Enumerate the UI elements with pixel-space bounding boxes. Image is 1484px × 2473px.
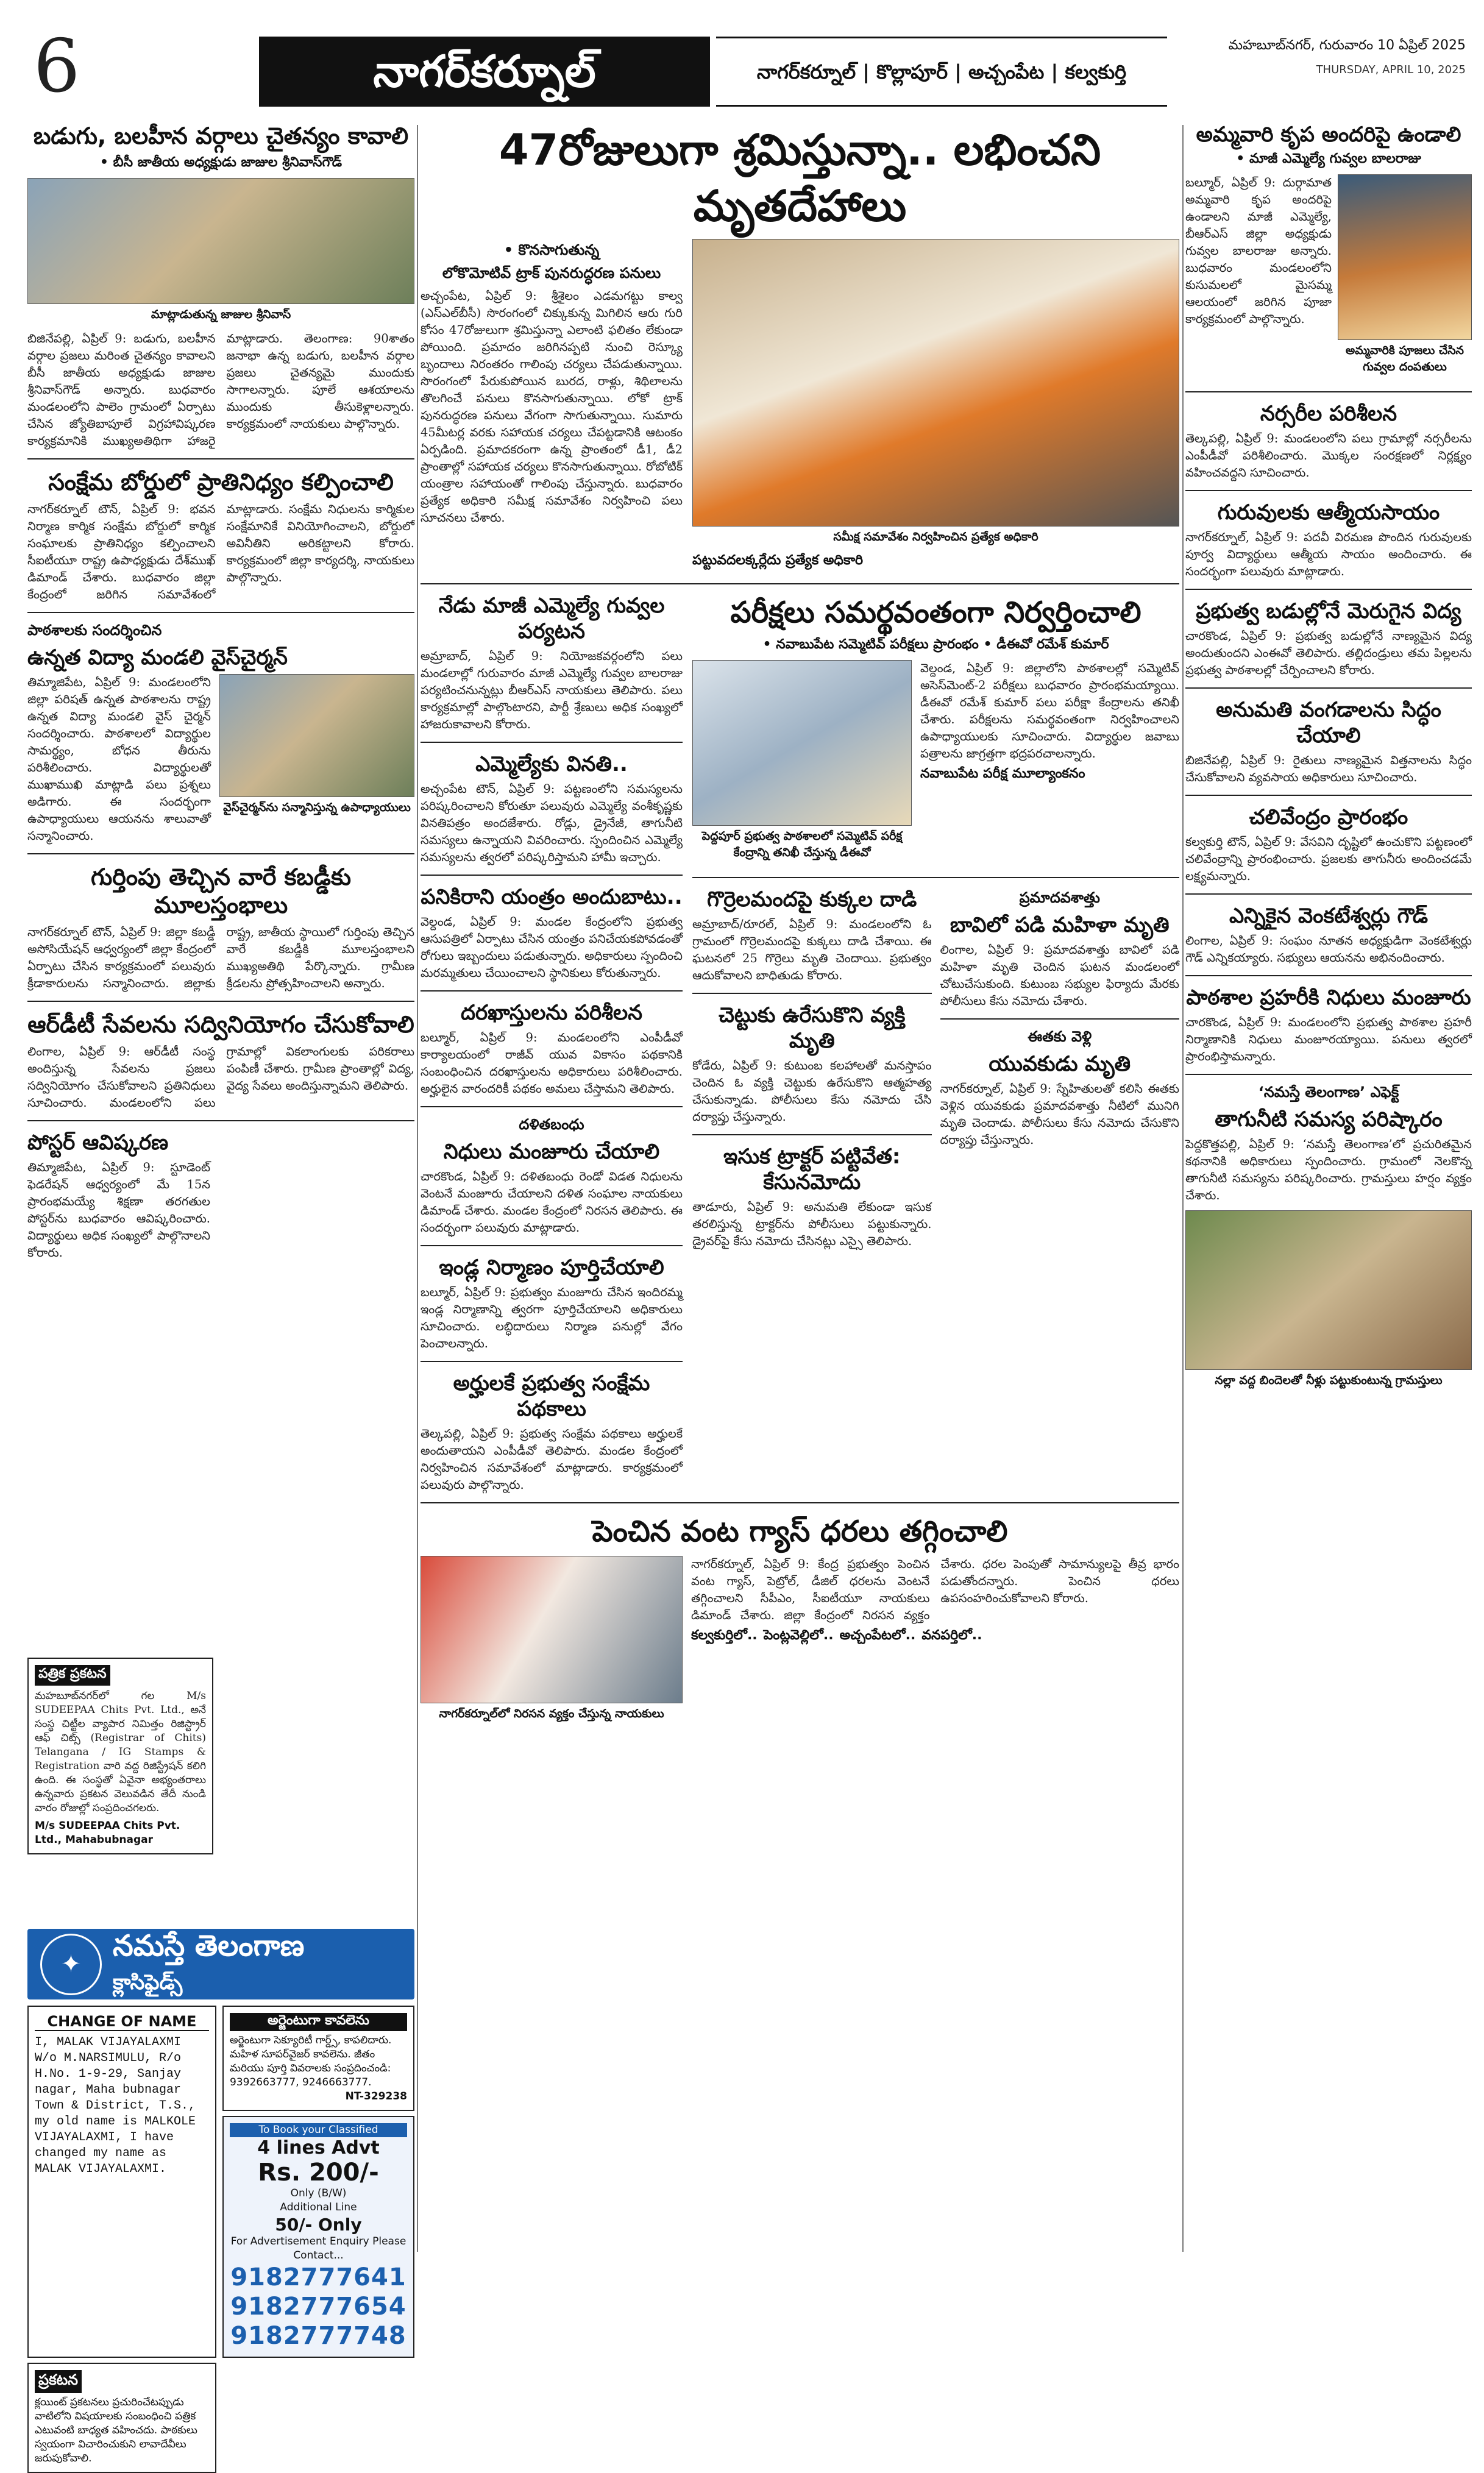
- wanted-body: అర్జెంటుగా సెక్యూరిటీ గార్డ్స్, కాపలిదారు. మహిళ సూపర్‌వైజర్ కావలెను. జీతం మరియు పూర్తి వివరాలకు సంప్రదించండి: 9392663777, 9246663777.: [230, 2034, 392, 2088]
- divider: [692, 993, 932, 994]
- divider: [1185, 893, 1472, 895]
- article-compound-wall: [1185, 985, 1472, 1065]
- divider: [421, 990, 683, 992]
- divider: [27, 1120, 414, 1121]
- article-body: నాగర్‌కర్నూల్ టౌన్, ఏప్రిల్ 9: జిల్లా కబడ్డీ అసోసియేషన్ ఆధ్వర్యంలో జిల్లా కేంద్రంలో ఏర్పాటు చేసిన కార్యక్రమంలో పలువురు క్రీడాకారులను సన్మానించారు. జిల్లాకు రాష్ట్ర, జాతీయ స్థాయిలో గుర్తింపు తెచ్చిన వారే కబడ్డీకి మూలస్తంభాలని ముఖ్యఅతిథి పేర్కొన్నారు. గ్రామీణ క్రీడలను ప్రోత్సహించాలని అన్నారు.: [27, 925, 414, 990]
- article-mla-petition: [421, 751, 683, 866]
- article-kabaddi: [27, 863, 414, 992]
- disclaimer-title: ప్రకటన: [35, 2370, 82, 2393]
- photo-caption: అమ్మవారికి పూజలు చేసిన గువ్వల దంపతులు: [1345, 344, 1464, 374]
- change-of-name-ad: [27, 2006, 216, 2358]
- article-nursery: [1185, 401, 1472, 481]
- article-exams: [692, 593, 1179, 868]
- article-govt-schools: [1185, 598, 1472, 679]
- headline: గురువులకు ఆత్మీయసాయం: [1217, 500, 1440, 525]
- article-body: అచ్చంపేట టౌన్, ఏప్రిల్ 9: పట్టణంలోని సమస్యలను పరిష్కరించాలని కోరుతూ పలువురు ఎమ్మెల్యే వంశీకృష్ణకు వినతిపత్రం అందజేశారు. రోడ్లు, డ్రైనేజీ, తాగునీటి సమస్యలు ఉన్నాయని వివరించారు. స్పందించిన ఎమ్మెల్యే సమస్యలను త్వరలో పరిష్కరిస్తామని హామీ ఇచ్చారు.: [421, 782, 683, 864]
- article-body: వెల్దండ, ఏప్రిల్ 9: జిల్లాలోని పాఠశాలల్లో సమ్మెటివ్ అసెస్‌మెంట్-2 పరీక్షలు బుధవారం ప్రారంభమయ్యాయి. డీఈవో రమేశ్ కుమార్ పలు పరీక్షా కేంద్రాలను తనిఖీ చేశారు. పరీక్షలను సమర్థవంతంగా నిర్వహించాలని ఉపాధ్యాయులకు సూచించారు. విద్యార్థుల జవాబు పత్రాలను జాగ్రత్తగా భద్రపరచాలన్నారు.: [920, 661, 1179, 761]
- article-temple-puja: [1185, 122, 1472, 383]
- article-body: చారకొండ, ఏప్రిల్ 9: మండలంలోని ప్రభుత్వ పాఠశాల ప్రహరీ నిర్మాణానికి నిధులు మంజూరయ్యాయి. పనులు త్వరలో ప్రారంభిస్తామన్నారు.: [1185, 1015, 1472, 1063]
- article-houses: [421, 1255, 683, 1352]
- article-body: లింగాల, ఏప్రిల్ 9: ఆర్‌డీటీ సంస్థ అందిస్తున్న సేవలను ప్రజలు సద్వినియోగం చేసుకోవాలని ప్రతినిధులు సూచించారు. మండలంలోని పలు గ్రామాల్లో వికలాంగులకు పరికరాలు పంపిణీ చేశారు. గ్రామీణ ప్రాంతాల్లో విద్య, వైద్య సేవలు అందిస్తున్నామని తెలిపారు.: [27, 1045, 414, 1110]
- photo-caption: నల్లా వద్ద బిందెలతో నీళ్లు పట్టుకుంటున్న గ్రామస్తులు: [1215, 1374, 1443, 1387]
- change-body: I, MALAK VIJAYALAXMI W/o M.NARSIMULU, R/o H.No. 1-9-29, Sanjay nagar, Maha bubnagar Town & District, T.S., my old name is MALKOLE VIJAYALAXMI, I have changed my name as MALAK VIJAYALAXMI.: [35, 2035, 196, 2176]
- booking-ad: [222, 2116, 414, 2358]
- headline: ఎన్నికైన వెంకటేశ్వర్లు గౌడ్: [1229, 904, 1429, 928]
- subhead: పెంట్లవెల్లిలో..: [763, 1628, 834, 1643]
- photo-caption: నాగర్‌కర్నూల్‌లో నిరసన వ్యక్తం చేస్తున్న నాయకులు: [439, 1707, 664, 1720]
- article-body: చారకొండ, ఏప్రిల్ 9: ప్రభుత్వ బడుల్లోనే నాణ్యమైన విద్య అందుతుందని ఎంఈవో తెలిపారు. తల్లిదండ్రులు తమ పిల్లలను ప్రభుత్వ పాఠశాలల్లో చేర్పించాలని కోరారు.: [1185, 629, 1472, 677]
- kicker: దళితబంధు: [519, 1116, 584, 1133]
- photo-caption: మాట్లాడుతున్న జాజుల శ్రీనివాస్: [151, 308, 291, 321]
- headline: చెట్టుకు ఉరేసుకొని వ్యక్తి మృతి: [719, 1003, 906, 1053]
- column-rule: [1182, 125, 1184, 2252]
- headline: సంక్షేమ బోర్డులో ప్రాతినిధ్యం కల్పించాలి: [48, 469, 394, 495]
- article-swimming: [940, 1028, 1180, 1149]
- headline: అనుమతి వంగడాలను సిద్ధం చేయాలి: [1216, 698, 1441, 748]
- divider: [421, 875, 683, 876]
- headline: అర్హులకే ప్రభుత్వ సంక్షేమ పథకాలు: [453, 1371, 650, 1421]
- left-column: [27, 122, 414, 2464]
- article-body: తెల్కపల్లి, ఏప్రిల్ 9: మండలంలోని పలు గ్రామాల్లో నర్సరీలను ఎంపీడీవో పరిశీలించారు. మొక్కల సంరక్షణలో నిర్లక్ష్యం వహించవద్దని సూచించారు.: [1185, 431, 1472, 480]
- headline: అమ్మవారి కృప అందరిపై ఉండాలి: [1196, 122, 1461, 147]
- change-title: CHANGE OF NAME: [35, 2013, 209, 2031]
- subhead: అచ్చంపేటలో..: [839, 1628, 916, 1643]
- date-english: THURSDAY, APRIL 10, 2025: [1316, 63, 1466, 76]
- lead-headline: 47రోజులుగా శ్రమిస్తున్నా.. లభించని మృతదేహాలు: [499, 125, 1101, 231]
- headline: నిధులు మంజూరు చేయాలి: [443, 1140, 660, 1164]
- headline: ప్రభుత్వ బడుల్లోనే మెరుగైన విద్య: [1196, 599, 1461, 623]
- subhead: కల్వకుర్తిలో..: [691, 1628, 758, 1643]
- headline: ఇసుక ట్రాక్టర్ పట్టివేత: కేసునమోదు: [723, 1144, 901, 1194]
- headline: బడుగు, బలహీన వర్గాలు చైతన్యం కావాలి: [33, 122, 409, 149]
- article-body: లింగాల, ఏప్రిల్ 9: ప్రమాదవశాత్తు బావిలో పడి మహిళా మృతి చెందిన ఘటన మండలంలో చోటుచేసుకుంది. కుటుంబ సభ్యుల ఫిర్యాదు మేరకు పోలీసులు కేసు నమోదు చేశారు.: [940, 943, 1179, 1008]
- wanted-ad: [222, 2006, 414, 2111]
- article-water-solved: [1185, 1084, 1472, 1390]
- divider: [27, 853, 414, 854]
- divider: [421, 1502, 1179, 1503]
- notice-body: మహబూబ్‌నగర్‌లో గల M/s SUDEEPAA Chits Pvt. Ltd., అనే సంస్థ చిట్టీల వ్యాపార నిమిత్తం రిజిస్ట్రార్ ఆఫ్ చిట్స్ (Registrar of Chits) Telangana / IG Stamps & Registration వారి వద్ద రిజిస్ట్రేషన్ కలిగి ఉంది. ఈ సంస్థతో ఏవైనా అభ్యంతరాలు ఉన్నవారు ప్రకటన వెలువడిన తేదీ నుండి వారం రోజుల్లో సంప్రదించగలరు.: [35, 1690, 206, 1814]
- article-body: తెల్కపల్లి, ఏప్రిల్ 9: ప్రభుత్వ సంక్షేమ పథకాలు అర్హులకే అందుతాయని ఎంపీడీవో తెలిపారు. మండల కేంద్రంలో నిర్వహించిన సమావేశంలో మాట్లాడారు. కార్యక్రమంలో పలువురు పాల్గొన్నారు.: [421, 1427, 683, 1492]
- divider: [1185, 975, 1472, 976]
- article-well-accident: [940, 889, 1180, 1010]
- divider: [1185, 795, 1472, 796]
- headline: ఉన్నత విద్యా మండలి వైస్‌చైర్మన్: [27, 645, 288, 670]
- headline: పెంచిన వంట గ్యాస్ ధరలు తగ్గించాలి: [592, 1514, 1008, 1549]
- news-photo: [219, 674, 414, 797]
- headline: ఇండ్ల నిర్మాణం పూర్తిచేయాలి: [439, 1255, 664, 1280]
- article-bc-awareness: [27, 122, 414, 450]
- disclaimer-ad: [27, 2363, 216, 2473]
- notice-signature: M/s SUDEEPAA Chits Pvt. Ltd., Mahabubnagar: [35, 1820, 180, 1846]
- paper-logo-icon: ✦: [40, 1934, 102, 1995]
- booking-line1: To Book your Classified: [230, 2123, 407, 2137]
- column-rule: [417, 125, 418, 2252]
- article-body: నాగర్‌కర్నూల్, ఏప్రిల్ 9: కేంద్ర ప్రభుత్వం పెంచిన వంట గ్యాస్, పెట్రోల్, డీజిల్ ధరలను వెంటనే తగ్గించాలని సీపీఎం, సీఐటీయూ నాయకులు డిమాండ్ చేశారు. జిల్లా కేంద్రంలో నిరసన వ్యక్తం చేశారు. ధరల పెంపుతో సామాన్యులపై తీవ్ర భారం పడుతోందన్నారు. పెంచిన ధరలు ఉపసంహరించుకోవాలని కోరారు.: [691, 1557, 1179, 1622]
- kicker: ‘నమస్తే తెలంగాణ’ ఎఫెక్ట్: [1258, 1084, 1399, 1101]
- subhead: నవాబుపేట పరీక్ష మూల్యాంకనం: [920, 766, 1085, 781]
- article-election: [1185, 903, 1472, 967]
- kicker: పాఠశాలకు సందర్శించిన: [27, 622, 162, 639]
- article-body: బిజినేపల్లి, ఏప్రిల్ 9: రైతులు నాణ్యమైన విత్తనాలను సిద్ధం చేసుకోవాలని వ్యవసాయ అధికారులు సూచించారు.: [1185, 753, 1472, 784]
- divider: [692, 1134, 932, 1135]
- article-body: చారకొండ, ఏప్రిల్ 9: దళితబంధు రెండో విడత నిధులను వెంటనే మంజూరు చేయాలని దళిత సంఘాల నాయకులు డిమాండ్ చేశారు. మండల కేంద్రంలో నిరసన తెలిపారు. ఈ సందర్భంగా పలువురు మాట్లాడారు.: [421, 1169, 683, 1235]
- photo-caption: పెద్దపూర్ ప్రభుత్వ పాఠశాలలో సమ్మెటివ్ పరీక్ష కేంద్రాన్ని తనిఖీ చేస్తున్న డీఈవో: [701, 829, 903, 859]
- photo-caption: వైస్‌చైర్మన్‌ను సన్మానిస్తున్న ఉపాధ్యాయులు: [223, 801, 411, 814]
- article-body: లింగాల, ఏప్రిల్ 9: సంఘం నూతన అధ్యక్షుడిగా వెంకటేశ్వర్లు గౌడ్ ఎన్నికయ్యారు. సభ్యులు ఆయనను అభినందించారు.: [1185, 934, 1472, 965]
- divider: [421, 1106, 683, 1107]
- kicker: లోకొమోటివ్ ట్రాక్ పునరుద్ధరణ పనులు: [442, 264, 661, 282]
- divider: [421, 1361, 683, 1362]
- booking-price: Rs. 200/-: [258, 2159, 379, 2187]
- headline: నర్సరీల పరిశీలన: [1260, 402, 1397, 426]
- disclaimer-body: క్లయింట్ ప్రకటనలు ప్రచురించేటప్పుడు వాటిలోని విషయాలకు సంబంధించి పత్రిక ఎటువంటి బాధ్యత వహించదు. పాఠకులు స్వయంగా విచారించుకుని లావాదేవీలు జరుపుకోవాలి.: [35, 2396, 197, 2464]
- article-body: నాగర్‌కర్నూల్, ఏప్రిల్ 9: పదవీ విరమణ పొందిన గురువులకు పూర్వ విద్యార్థులు ఆత్మీయ సాయం అందించారు. ఈ సందర్భంగా పలువురు మాట్లాడారు.: [1185, 530, 1472, 578]
- notice-title: పత్రిక ప్రకటన: [35, 1665, 110, 1686]
- news-photo: [1338, 174, 1472, 340]
- article-machine: [421, 884, 683, 982]
- headline: ఆర్‌డీటీ సేవలను సద్వినియోగం చేసుకోవాలి: [27, 1011, 414, 1038]
- kicker: • కొనసాగుతున్న: [503, 241, 600, 258]
- divider: [692, 877, 1179, 878]
- article-seeds: [1185, 697, 1472, 786]
- divider: [27, 458, 414, 459]
- section-title: నాగర్‌కర్నూల్: [259, 37, 710, 107]
- headline: ఎమ్మెల్యేకు వినతి..: [475, 752, 628, 776]
- article-applications: [421, 1000, 683, 1098]
- wanted-title: అర్జెంటుగా కావలెను: [230, 2013, 407, 2031]
- divider: [421, 742, 683, 743]
- article-body: కల్వకుర్తి టౌన్, ఏప్రిల్ 9: వేసవిని దృష్టిలో ఉంచుకొని పట్టణంలో చలివేంద్రాన్ని ప్రారంభించారు. ప్రజలకు తాగునీరు అందించడమే లక్ష్యమన్నారు.: [1185, 835, 1472, 883]
- article-body: బిజినేపల్లి, ఏప్రిల్ 9: బడుగు, బలహీన వర్గాల ప్రజలు మరింత చైతన్యం కావాలని బీసీ జాతీయ అధ్యక్షుడు జాజుల శ్రీనివాస్‌గౌడ్ అన్నారు. బుధవారం మండలంలోని పాలెం గ్రామంలో ఏర్పాటు చేసిన జ్యోతిబాపూలే విగ్రహావిష్కరణ కార్యక్రమానికి ముఖ్యఅతిథిగా హాజరై మాట్లాడారు. తెలంగాణ: 90శాతం జనాభా ఉన్న బడుగు, బలహీన వర్గాల ప్రజలు చైతన్యమై ముందుకు సాగాలన్నారు. పూలే ఆశయాలను ముందుకు తీసుకెళ్లాలన్నారు. కార్యక్రమంలో నాయకులు పాల్గొన్నారు.: [27, 332, 414, 448]
- booking-additional-price: 50/- Only: [275, 2215, 362, 2235]
- divider: [1185, 589, 1472, 590]
- photo-caption: సమీక్ష సమావేశం నిర్వహించిన ప్రత్యేక అధికారి: [833, 530, 1038, 544]
- article-body: కోడేరు, ఏప్రిల్ 9: కుటుంబ కలహాలతో మనస్తాపం చెందిన ఓ వ్యక్తి చెట్టుకు ఉరేసుకొని ఆత్మహత్య చేసుకున్నాడు. పోలీసులు కేసు నమోదు చేసి దర్యాప్తు చేస్తున్నారు.: [692, 1059, 932, 1124]
- article-body: పెద్దకొత్తపల్లి, ఏప్రిల్ 9: ‘నమస్తే తెలంగాణ’లో ప్రచురితమైన కథనానికి అధికారులు స్పందించారు. గ్రామంలో నెలకొన్న తాగునీటి సమస్యను పరిష్కరించారు. గ్రామస్తులు హర్షం వ్యక్తం చేశారు.: [1185, 1137, 1472, 1202]
- masthead: [0, 0, 1484, 107]
- wanted-code: NT-329238: [345, 2090, 407, 2102]
- article-body: నాగర్‌కర్నూల్, ఏప్రిల్ 9: స్నేహితులతో కలిసి ఈతకు వెళ్లిన యువకుడు ప్రమాదవశాత్తు నీటిలో మునిగి మృతి చెందాడు. పోలీసులు కేసు నమోదు చేసుకొని దర్యాప్తు చేస్తున్నారు.: [940, 1082, 1179, 1147]
- headline: దరఖాస్తులను పరిశీలన: [461, 1001, 642, 1025]
- article-water-booth: [1185, 804, 1472, 885]
- article-body: వెల్దండ, ఏప్రిల్ 9: మండల కేంద్రంలోని ప్రభుత్వ ఆసుపత్రిలో ఏర్పాటు చేసిన యంత్రం పనిచేయకపోవడంతో రోగులు ఇబ్బందులు పడుతున్నారు. అధికారులు స్పందించి మరమ్మతులు చేయించాలని స్థానికులు కోరుతున్నారు.: [421, 915, 683, 980]
- booking-phone: 9182777748: [230, 2322, 407, 2350]
- headline: పాఠశాల ప్రహరీకి నిధులు మంజూరు: [1186, 985, 1471, 1010]
- classifieds-brand: నమస్తే తెలంగాణ: [113, 1929, 305, 1963]
- article-dalitbandhu: [421, 1116, 683, 1236]
- article-suicide: [692, 1002, 932, 1126]
- byline: • నవాబుపేట సమ్మెటివ్ పరీక్షలు ప్రారంభం • డీఈవో రమేశ్ కుమార్: [762, 637, 1109, 652]
- article-body: తాడూరు, ఏప్రిల్ 9: అనుమతి లేకుండా ఇసుక తరలిస్తున్న ట్రాక్టర్‌ను పోలీసులు పట్టుకున్నారు. డ్రైవర్‌పై కేసు నమోదు చేసినట్లు ఎస్సై తెలిపారు.: [692, 1200, 932, 1248]
- divider: [940, 1018, 1180, 1020]
- dateline: [1229, 38, 1466, 76]
- divider: [421, 583, 1179, 584]
- classifieds-block: [27, 1929, 414, 2473]
- headline: గుర్తింపు తెచ్చిన వారే కబడ్డీకు మూలస్తంభాలు: [90, 864, 352, 918]
- news-photo: [421, 1556, 683, 1703]
- headline: యువకుడు మృతి: [989, 1052, 1131, 1076]
- article-sheep-attack: [692, 887, 932, 984]
- date-telugu: మహబూబ్‌నగర్, గురువారం 10 ఏప్రిల్ 2025: [1228, 38, 1466, 53]
- right-column: [1185, 122, 1472, 1396]
- article-welfare-board: [27, 468, 414, 603]
- article-gas-prices: [421, 1512, 1179, 1730]
- booking-phone: 9182777641: [230, 2263, 407, 2291]
- headline: పరీక్షలు సమర్థవంతంగా నిర్వర్తించాలి: [730, 595, 1141, 630]
- article-welfare-schemes: [421, 1371, 683, 1494]
- article-tunnel-lead: [421, 122, 1179, 575]
- divider: [421, 1245, 683, 1246]
- divider: [1185, 1074, 1472, 1075]
- divider: [1185, 391, 1472, 392]
- article-body: తిమ్మాజిపేట, ఏప్రిల్ 9: మండలంలోని జిల్లా పరిషత్ ఉన్నత పాఠశాలను రాష్ట్ర ఉన్నత విద్యా మండలి వైస్ చైర్మన్ సందర్శించారు. పాఠశాలలో విద్యార్థుల సామర్థ్యం, బోధన తీరును పరిశీలించారు. విద్యార్థులతో ముఖాముఖి మాట్లాడి పలు ప్రశ్నలు అడిగారు. ఈ సందర్భంగా ఉపాధ్యాయులు ఆయనను శాలువాతో సన్మానించారు.: [27, 675, 211, 843]
- booking-line2: 4 lines Advt: [257, 2137, 380, 2159]
- article-body: బల్మూర్, ఏప్రిల్ 9: ప్రభుత్వం మంజూరు చేసిన ఇందిరమ్మ ఇండ్ల నిర్మాణాన్ని త్వరగా పూర్తిచేయాలని అధికారులు సూచించారు. లబ్ధిదారులు నిర్మాణ పనుల్లో వేగం పెంచాలన్నారు.: [421, 1285, 683, 1350]
- article-body: అమ్రాబాద్/రూరల్, ఏప్రిల్ 9: మండలంలోని ఓ గ్రామంలో గొర్రెలమందపై కుక్కలు దాడి చేశాయి. ఈ ఘటనలో 25 గొర్రెలు మృతి చెందాయి. ప్రభుత్వం ఆదుకోవాలని బాధితుడు కోరారు.: [692, 917, 932, 982]
- news-photo: [692, 239, 1179, 527]
- booking-additional: Additional Line: [280, 2201, 357, 2213]
- divider: [1185, 490, 1472, 491]
- page-number: 6: [34, 24, 80, 109]
- byline: • మాజీ ఎమ్మెల్యే గువ్వల బాలరాజు: [1236, 151, 1421, 166]
- subject-strip: నాగర్‌కర్నూల్ | కొల్లాపూర్ | అచ్చంపేట | కల్వకుర్తి: [716, 37, 1167, 107]
- article-poster: [27, 1130, 414, 1261]
- article-teachers: [1185, 500, 1472, 580]
- divider: [1185, 687, 1472, 689]
- article-rdt: [27, 1010, 414, 1112]
- article-body: నాగర్‌కర్నూల్ టౌన్, ఏప్రిల్ 9: భవన నిర్మాణ కార్మిక సంక్షేమ బోర్డులో కార్మిక సంఘాలకు ప్రాతినిధ్యం కల్పించాలని సీఐటీయూ రాష్ట్ర ఉపాధ్యక్షుడు దేశ్‌ముఖ్ డిమాండ్ చేశారు. బుధవారం జిల్లా కేంద్రంలో జరిగిన సమావేశంలో మాట్లాడారు. సంక్షేమ నిధులను కార్మికుల సంక్షేమానికే వినియోగించాలని, బోర్డులో అవినీతిని అరికట్టాలని కోరారు. కార్యక్రమంలో జిల్లా కార్యదర్శి, నాయకులు పాల్గొన్నారు.: [27, 502, 414, 601]
- headline: నేడు మాజీ ఎమ్మెల్యే గువ్వల పర్యటన: [438, 594, 665, 644]
- center-column: [421, 122, 1179, 1730]
- article-body: బల్మూర్, ఏప్రిల్ 9: మండలంలోని ఎంపీడీవో కార్యాలయంలో రాజీవ్ యువ వికాసం పథకానికి సంబంధించిన దరఖాస్తులను అధికారులు పరిశీలించారు. అర్హులైన వారందరికీ పథకం అమలు చేస్తామని తెలిపారు.: [421, 1031, 683, 1096]
- public-notice: [27, 1658, 213, 1854]
- article-body: అమ్రాబాద్, ఏప్రిల్ 9: నియోజకవర్గంలోని పలు మండలాల్లో గురువారం మాజీ ఎమ్మెల్యే గువ్వల బాలరాజు పర్యటించనున్నట్లు బీఆర్‌ఎస్ నాయకులు తెలిపారు. పలు కార్యక్రమాల్లో పాల్గొంటారని, పార్టీ శ్రేణులు అధిక సంఖ్యలో హాజరుకావాలని కోరారు.: [421, 649, 683, 731]
- article-body: అచ్చంపేట, ఏప్రిల్ 9: శ్రీశైలం ఎడమగట్టు కాల్వ (ఎస్‌ఎల్‌బీసీ) సొరంగంలో చిక్కుకున్న మిగిలిన ఆరు గురి కోసం 47రోజులుగా శ్రమిస్తున్నా ఎలాంటి ఫలితం లేకుండా పోయింది. ప్రమాదం జరిగినప్పటి నుంచి రెస్క్యూ బృందాలు నిరంతరం గాలింపు చర్యలు చేపడుతున్నాయి. సొరంగంలో పేరుకుపోయిన బురద, రాళ్లు, శిథిలాలను తొలగించే పనులు కొనసాగుతున్నాయి. లోకో ట్రాక్ పునరుద్ధరణ పనులు వేగంగా సాగుతున్నాయి. సుమారు 45మీటర్ల వరకు సహాయక చర్యలు చేపట్టడానికి ఆటంకం ఏర్పడింది. ప్రమాదకరంగా ఉన్న ప్రాంతంలో డీ1, డీ2 ప్రాంతాల్లో సహాయక చర్యలు కొనసాగుతున్నాయి. రోబోటిక్ యంత్రాల సహాయంతో గాలింపు చేస్తున్నారు. బుధవారం ప్రత్యేక అధికారి సమీక్ష సమావేశం నిర్వహించి పలు సూచనలు చేశారు.: [421, 289, 683, 525]
- article-school-visit: [27, 622, 414, 845]
- booking-only: Only (B/W): [290, 2187, 347, 2199]
- headline: పనికిరాని యంత్రం అందుబాటు..: [421, 885, 683, 909]
- subhead: వనపర్తిలో..: [921, 1628, 982, 1643]
- headline: పోస్టర్ ఆవిష్కరణ: [27, 1130, 169, 1155]
- booking-phone: 9182777654: [230, 2293, 407, 2321]
- kicker: ఈతకు వెళ్లి: [1028, 1028, 1092, 1045]
- news-photo: [27, 178, 414, 304]
- headline: బావిలో పడి మహిళా మృతి: [950, 913, 1170, 937]
- subhead: పట్టువదలక్కర్లేదు ప్రత్యేక అధికారి: [692, 553, 864, 568]
- divider: [27, 612, 414, 613]
- divider: [27, 1001, 414, 1002]
- article-body: తిమ్మాజిపేట, ఏప్రిల్ 9: స్టూడెంట్ ఫెడరేషన్ ఆధ్వర్యంలో మే 15న ప్రారంభమయ్యే శిక్షణా తరగతుల పోస్టర్‌ను బుధవారం ఆవిష్కరించారు. విద్యార్థులు అధిక సంఖ్యలో పాల్గొనాలని కోరారు.: [27, 1160, 210, 1260]
- article-body: బల్మూర్, ఏప్రిల్ 9: దుర్గామాత అమ్మవారి కృప అందరిపై ఉండాలని మాజీ ఎమ్మెల్యే, బీఆర్‌ఎస్ జిల్లా అధ్యక్షుడు గువ్వల బాలరాజు అన్నారు. బుధవారం మండలంలోని కుసుమలలో మైసమ్మ ఆలయంలో జరిగిన పూజా కార్యక్రమంలో పాల్గొన్నారు.: [1185, 176, 1332, 326]
- article-sand-tractor: [692, 1144, 932, 1250]
- classifieds-subtitle: క్లాసిఫైడ్స్: [113, 1970, 183, 1995]
- news-photo: [1185, 1210, 1472, 1370]
- booking-enquiry: For Advertisement Enquiry Please Contact...: [230, 2235, 407, 2262]
- headline: చలివేంద్రం ప్రారంభం: [1249, 805, 1408, 829]
- news-photo: [692, 660, 912, 826]
- headline: తాగునీటి సమస్య పరిష్కారం: [1215, 1107, 1443, 1132]
- article-guvvala-tour: [421, 593, 683, 733]
- headline: గొర్రెలమందపై కుక్కల దాడి: [707, 887, 917, 912]
- classifieds-banner: [27, 1929, 414, 1999]
- kicker: ప్రమాదవశాత్తు: [1019, 889, 1100, 906]
- byline: • బీసీ జాతీయ అధ్యక్షుడు జాజుల శ్రీనివాస్‌గౌడ్: [99, 155, 343, 170]
